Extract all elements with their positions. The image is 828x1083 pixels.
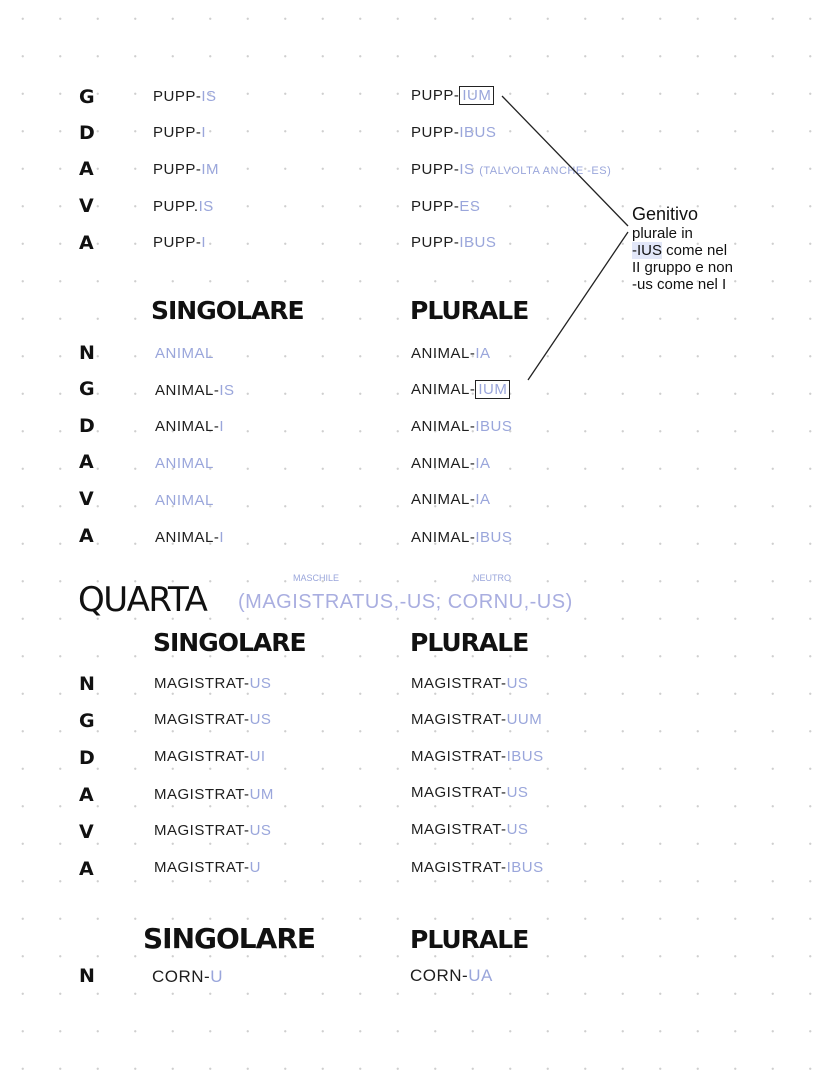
form-singular: ANIMAL bbox=[155, 455, 214, 472]
header-singolare: SINGOLARE bbox=[143, 922, 316, 955]
case-label: G bbox=[79, 710, 95, 732]
case-label: A bbox=[79, 784, 94, 806]
form-singular: PUPP-I bbox=[153, 124, 207, 141]
note-line: -us come nel I bbox=[632, 276, 727, 293]
case-label: N bbox=[79, 342, 95, 364]
form-singular: MAGISTRAT-UM bbox=[154, 786, 274, 803]
case-label: V bbox=[79, 488, 94, 510]
form-plural: PUPP-IBUS bbox=[411, 234, 497, 251]
case-label: G bbox=[79, 378, 95, 400]
section-subtitle: (MAGISTRATUS,-US; CORNU,-US) bbox=[238, 591, 573, 613]
case-label: D bbox=[79, 122, 95, 144]
form-plural: ANIMAL-IA bbox=[411, 491, 491, 508]
form-singular: CORN-U bbox=[152, 967, 223, 986]
case-label: V bbox=[79, 195, 94, 217]
header-singolare: SINGOLARE bbox=[151, 296, 304, 325]
header-plurale: PLURALE bbox=[410, 628, 529, 657]
form-singular: ANIMAL-I bbox=[155, 418, 225, 435]
note-line: II gruppo e non bbox=[632, 259, 733, 276]
form-plural: MAGISTRAT-UUM bbox=[411, 711, 543, 728]
header-singolare: SINGOLARE bbox=[153, 628, 306, 657]
case-label: D bbox=[79, 415, 95, 437]
form-singular: PUPP-IS bbox=[153, 88, 217, 105]
form-plural: MAGISTRAT-US bbox=[411, 675, 529, 692]
form-plural: MAGISTRAT-IBUS bbox=[411, 859, 544, 876]
case-label: A bbox=[79, 451, 94, 473]
case-label: A bbox=[79, 232, 94, 254]
variant-note: (TALVOLTA ANCHE -ES) bbox=[479, 165, 612, 177]
label-neutro: NEUTRO bbox=[473, 573, 511, 583]
form-singular: MAGISTRAT-U bbox=[154, 859, 261, 876]
form-singular: ANIMAL-I bbox=[155, 529, 225, 546]
form-plural: ANIMAL-IBUS bbox=[411, 418, 513, 435]
form-plural: MAGISTRAT-IBUS bbox=[411, 748, 544, 765]
form-singular: MAGISTRAT-UI bbox=[154, 748, 266, 765]
form-plural: MAGISTRAT-US bbox=[411, 784, 529, 801]
label-maschile: MASCHILE bbox=[293, 573, 340, 583]
boxed-ending: IUM bbox=[459, 86, 494, 105]
form-singular: MAGISTRAT-US bbox=[154, 711, 272, 728]
case-label: V bbox=[79, 821, 94, 843]
form-singular: ANIMAL-IS bbox=[155, 382, 235, 399]
form-singular: ANIMAL bbox=[155, 345, 214, 362]
note-highlight: -IUS bbox=[632, 242, 662, 259]
note-line: -IUS come nel bbox=[632, 242, 728, 259]
section-title: QUARTA bbox=[78, 580, 207, 620]
case-label: A bbox=[79, 158, 94, 180]
form-plural: PUPP-IS (TALVOLTA ANCHE -ES) bbox=[411, 161, 612, 178]
form-plural: PUPP- IUM bbox=[411, 87, 494, 104]
case-label: D bbox=[79, 747, 95, 769]
case-label: G bbox=[79, 86, 95, 108]
case-label: A bbox=[79, 525, 94, 547]
form-singular: PUPP-IM bbox=[153, 161, 220, 178]
boxed-ending: IUM bbox=[475, 380, 510, 399]
form-plural: ANIMAL-IA bbox=[411, 455, 491, 472]
form-plural: ANIMAL-IBUS bbox=[411, 529, 513, 546]
form-singular: PUPP-I bbox=[153, 234, 207, 251]
header-plurale: PLURALE bbox=[410, 296, 529, 325]
form-plural: ANIMAL- IUM bbox=[411, 381, 510, 398]
note-line: plurale in bbox=[632, 225, 693, 242]
form-plural: MAGISTRAT-US bbox=[411, 821, 529, 838]
form-singular: PUPP.IS bbox=[153, 198, 214, 215]
form-plural: CORN-UA bbox=[410, 966, 493, 985]
form-singular: MAGISTRAT-US bbox=[154, 675, 272, 692]
form-plural: ANIMAL-IA bbox=[411, 345, 491, 362]
header-plurale: PLURALE bbox=[410, 925, 529, 954]
form-singular: MAGISTRAT-US bbox=[154, 822, 272, 839]
case-label: N bbox=[79, 965, 95, 987]
case-label: A bbox=[79, 858, 94, 880]
form-plural: PUPP-IBUS bbox=[411, 124, 497, 141]
form-singular: ANIMAL bbox=[155, 492, 214, 509]
note-line: Genitivo bbox=[632, 204, 699, 224]
case-label: N bbox=[79, 673, 95, 695]
form-plural: PUPP-ES bbox=[411, 198, 481, 215]
